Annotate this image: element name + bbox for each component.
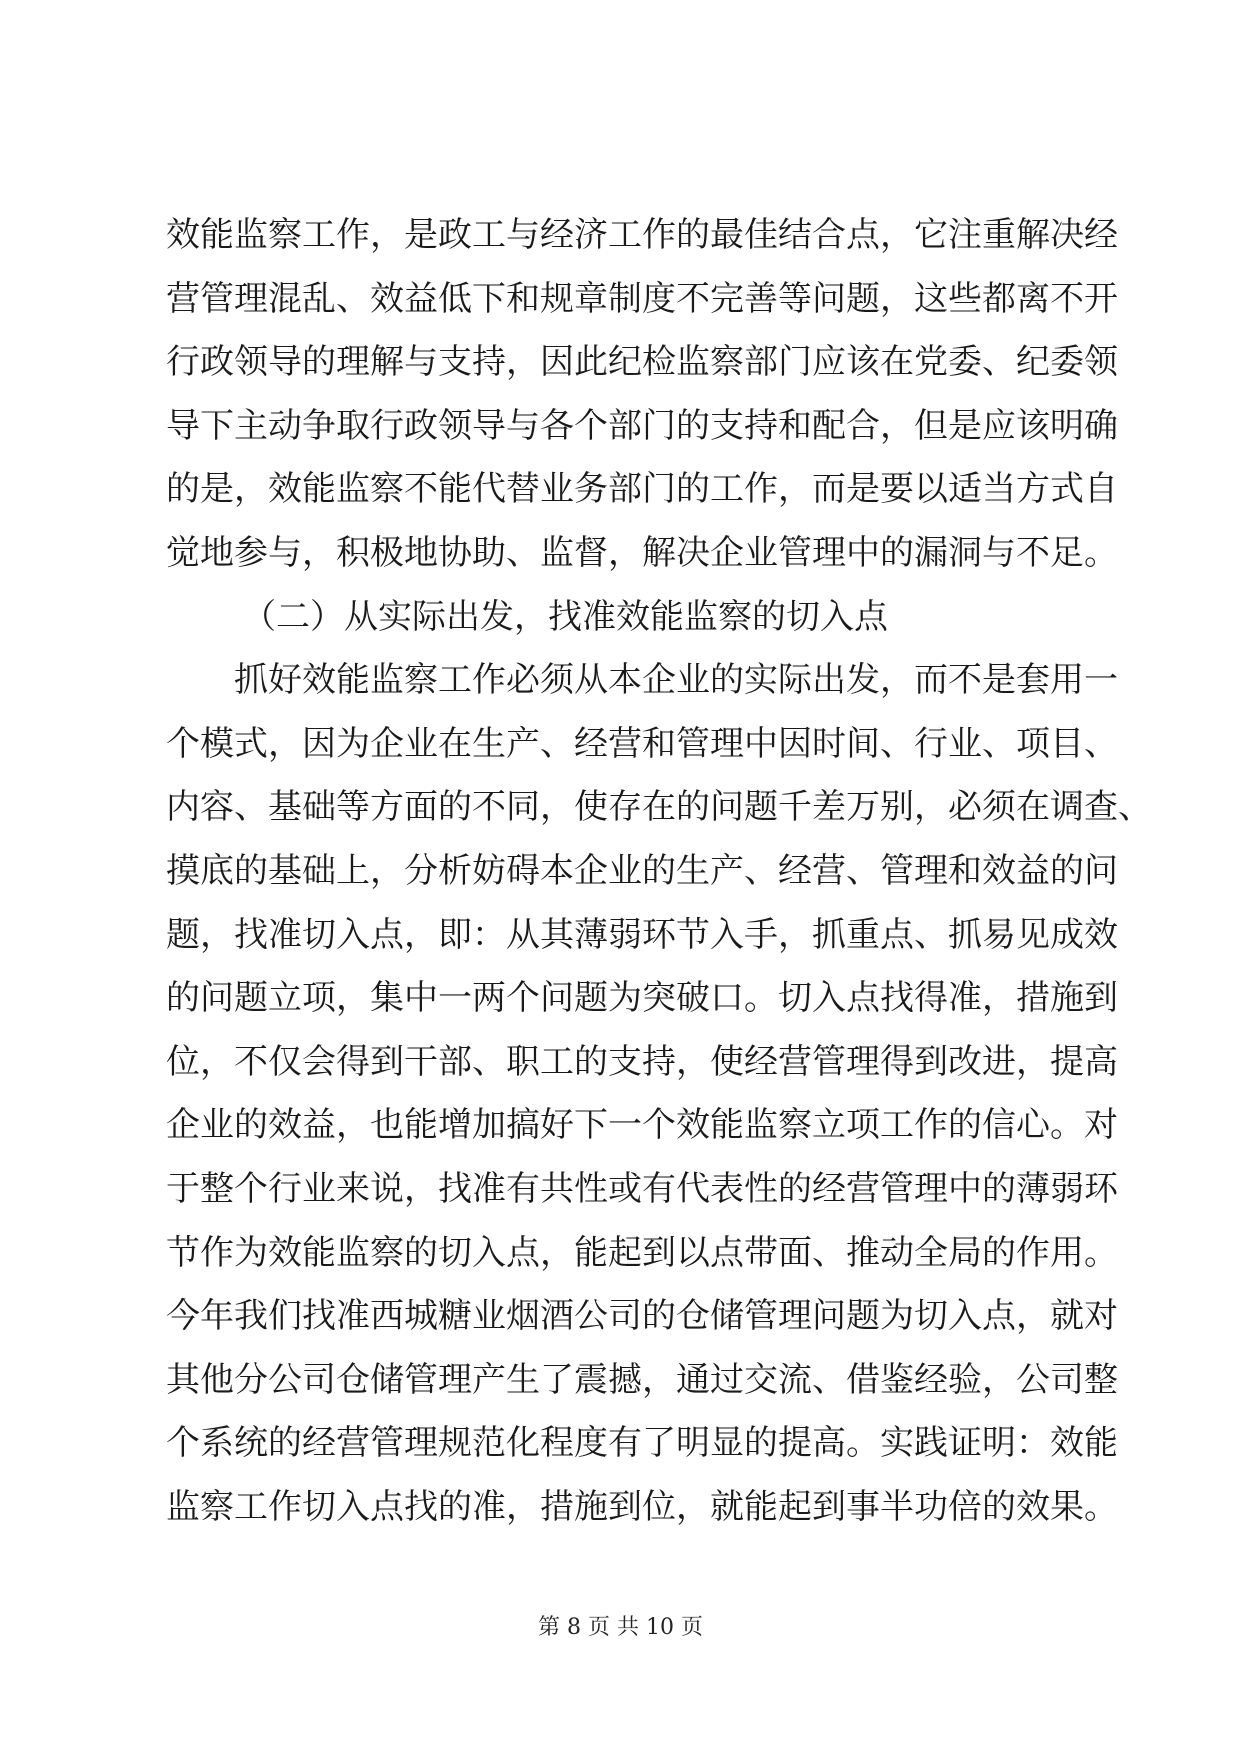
text-line: 位，不仅会得到干部、职工的支持，使经营管理得到改进，提高 <box>166 1041 1118 1082</box>
text-line: 的问题立项，集中一两个问题为突破口。切入点找得准，措施到 <box>166 978 1118 1019</box>
text-line: 今年我们找准西城糖业烟酒公司的仓储管理问题为切入点，就对 <box>166 1296 1118 1337</box>
page-footer <box>0 1610 1241 1641</box>
text-line: 摸底的基础上，分析妨碍本企业的生产、经营、管理和效益的问 <box>166 850 1118 891</box>
text-line: 节作为效能监察的切入点，能起到以点带面、推动全局的作用。 <box>166 1232 1118 1273</box>
text-line: 营管理混乱、效益低下和规章制度不完善等问题，这些都离不开 <box>166 278 1118 319</box>
text-line: 监察工作切入点找的准，措施到位，就能起到事半功倍的效果。 <box>166 1486 1118 1527</box>
text-line: 的是，效能监察不能代替业务部门的工作，而是要以适当方式自 <box>166 469 1118 510</box>
text-line: 抓好效能监察工作必须从本企业的实际出发，而不是套用一 <box>234 660 1118 701</box>
text-line: 个模式，因为企业在生产、经营和管理中因时间、行业、项目、 <box>166 723 1118 764</box>
text-line: 个系统的经营管理规范化程度有了明显的提高。实践证明：效能 <box>166 1423 1118 1464</box>
text-line: 导下主动争取行政领导与各个部门的支持和配合，但是应该明确 <box>166 405 1118 446</box>
section-heading <box>166 586 1078 650</box>
paragraph-continuation <box>166 204 1118 586</box>
heading-line: （二）从实际出发，找准效能监察的切入点 <box>242 596 888 637</box>
document-body <box>166 204 1152 1539</box>
paragraph-body <box>166 649 1152 1539</box>
text-line: 觉地参与，积极地协助、监督，解决企业管理中的漏洞与不足。 <box>166 532 1118 573</box>
page-number-label: 第 8 页 共 10 页 <box>538 1615 703 1640</box>
text-line: 行政领导的理解与支持，因此纪检监察部门应该在党委、纪委领 <box>166 342 1118 383</box>
text-line: 内容、基础等方面的不同，使存在的问题千差万别，必须在调查、 <box>166 787 1152 828</box>
text-line: 效能监察工作，是政工与经济工作的最佳结合点，它注重解决经 <box>166 215 1118 255</box>
text-line: 其他分公司仓储管理产生了震撼，通过交流、借鉴经验，公司整 <box>166 1359 1118 1400</box>
text-line: 企业的效益，也能增加搞好下一个效能监察立项工作的信心。对 <box>166 1105 1118 1146</box>
text-line: 题，找准切入点，即：从其薄弱环节入手，抓重点、抓易见成效 <box>166 914 1118 955</box>
text-line: 于整个行业来说，找准有共性或有代表性的经营管理中的薄弱环 <box>166 1168 1118 1209</box>
